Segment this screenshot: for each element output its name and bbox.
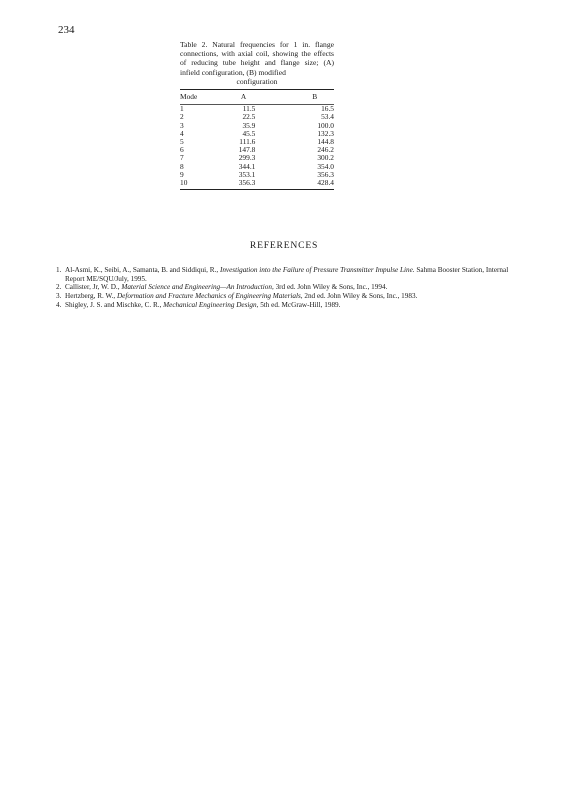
b-cell: 428.4 <box>317 178 334 188</box>
reference-title: Deformation and Fracture Mechanics of Engineering Materials, <box>116 292 303 301</box>
b-cell: 144.8 <box>317 137 334 147</box>
table-row <box>180 146 334 154</box>
mode-cell: 2 <box>180 112 184 122</box>
table-row <box>180 138 334 146</box>
reference-authors: Shigley, J. S. and Mischke, C. R., <box>65 300 164 309</box>
a-cell: 299.3 <box>238 153 256 163</box>
reference-item <box>56 292 516 301</box>
a-cell: 353.1 <box>238 169 256 179</box>
reference-number: 2. <box>56 283 62 292</box>
reference-title: Mechanical Engineering Design, <box>163 300 259 309</box>
table-row <box>180 105 334 113</box>
reference-details: Sahma Booster Station, Internal Report ME/SQU/July, 1995. <box>65 266 509 283</box>
reference-authors: Callister, Jr, W. D., <box>65 283 122 292</box>
a-cell: 22.5 <box>242 112 256 122</box>
a-cell: 344.1 <box>238 161 256 171</box>
b-cell: 300.2 <box>317 153 334 163</box>
b-cell: 356.3 <box>317 169 334 179</box>
table-row <box>180 171 334 179</box>
table-bottom-rule <box>180 189 334 190</box>
reference-item <box>56 266 516 283</box>
mode-cell: 1 <box>180 104 184 114</box>
reference-number: 1. <box>56 266 62 274</box>
a-cell: 35.9 <box>242 120 256 130</box>
page-number: 234 <box>58 24 75 36</box>
a-cell: 356.3 <box>238 178 256 188</box>
frequency-table <box>180 90 334 187</box>
table-row <box>180 163 334 171</box>
header-a: A <box>240 92 247 102</box>
header-b: B <box>312 92 318 102</box>
a-cell: 11.5 <box>242 104 256 114</box>
a-cell: 45.5 <box>242 128 256 138</box>
table-body <box>180 101 334 187</box>
references-heading: REFERENCES <box>249 240 319 251</box>
mode-cell: 6 <box>180 145 184 155</box>
caption-line: Table 2. Natural frequencies for 1 in. flange <box>180 40 334 49</box>
reference-authors: Al-Asmi, K., Seibi, A., Samanta, B. and Siddiqui, R., <box>65 266 220 274</box>
table-row <box>180 179 334 187</box>
a-cell: 147.8 <box>238 145 256 155</box>
table-caption <box>180 40 334 86</box>
b-cell: 100.0 <box>317 120 334 130</box>
reference-list <box>56 266 516 310</box>
caption-line: configuration <box>236 76 278 86</box>
a-cell: 111.6 <box>239 137 256 147</box>
caption-line: effects of reducing tube height and flange size; <box>180 49 335 68</box>
reference-item <box>56 283 516 292</box>
b-cell: 16.5 <box>321 104 334 114</box>
reference-details: 5th ed. McGraw-Hill, 1989. <box>258 300 341 309</box>
b-cell: 53.4 <box>321 112 334 122</box>
b-cell: 246.2 <box>317 145 334 155</box>
reference-item <box>56 301 516 310</box>
table-header-row <box>180 90 334 101</box>
caption-line: connections, with axial coil, showing the <box>180 49 311 59</box>
reference-number: 3. <box>56 292 62 301</box>
mode-cell: 4 <box>180 128 184 138</box>
mode-cell: 5 <box>180 137 184 147</box>
b-cell: 132.3 <box>317 128 334 138</box>
reference-title: Investigation into the Failure of Pressure Transmitter Impulse Line. <box>219 266 415 274</box>
mode-cell: 9 <box>180 169 184 179</box>
b-cell: 354.0 <box>317 161 334 171</box>
reference-authors: Hertzberg, R. W., <box>65 292 117 301</box>
header-mode: Mode <box>180 92 198 102</box>
reference-details: 2nd ed. John Wiley & Sons, Inc., 1983. <box>302 292 418 301</box>
table-row <box>180 154 334 162</box>
table-row <box>180 122 334 130</box>
reference-details: 3rd ed. John Wiley & Sons, Inc., 1994. <box>273 283 388 292</box>
mode-cell: 3 <box>180 120 184 130</box>
mode-cell: 7 <box>180 153 184 163</box>
mode-cell: 10 <box>180 178 188 188</box>
reference-number: 4. <box>56 300 62 309</box>
frequency-table-block <box>180 40 334 190</box>
table-row <box>180 130 334 138</box>
mode-cell: 8 <box>180 161 184 171</box>
table-row <box>180 113 334 121</box>
caption-line: (A) infield configuration, (B) modified <box>180 58 334 77</box>
reference-title: Material Science and Engineering—An Introduction, <box>121 283 274 292</box>
